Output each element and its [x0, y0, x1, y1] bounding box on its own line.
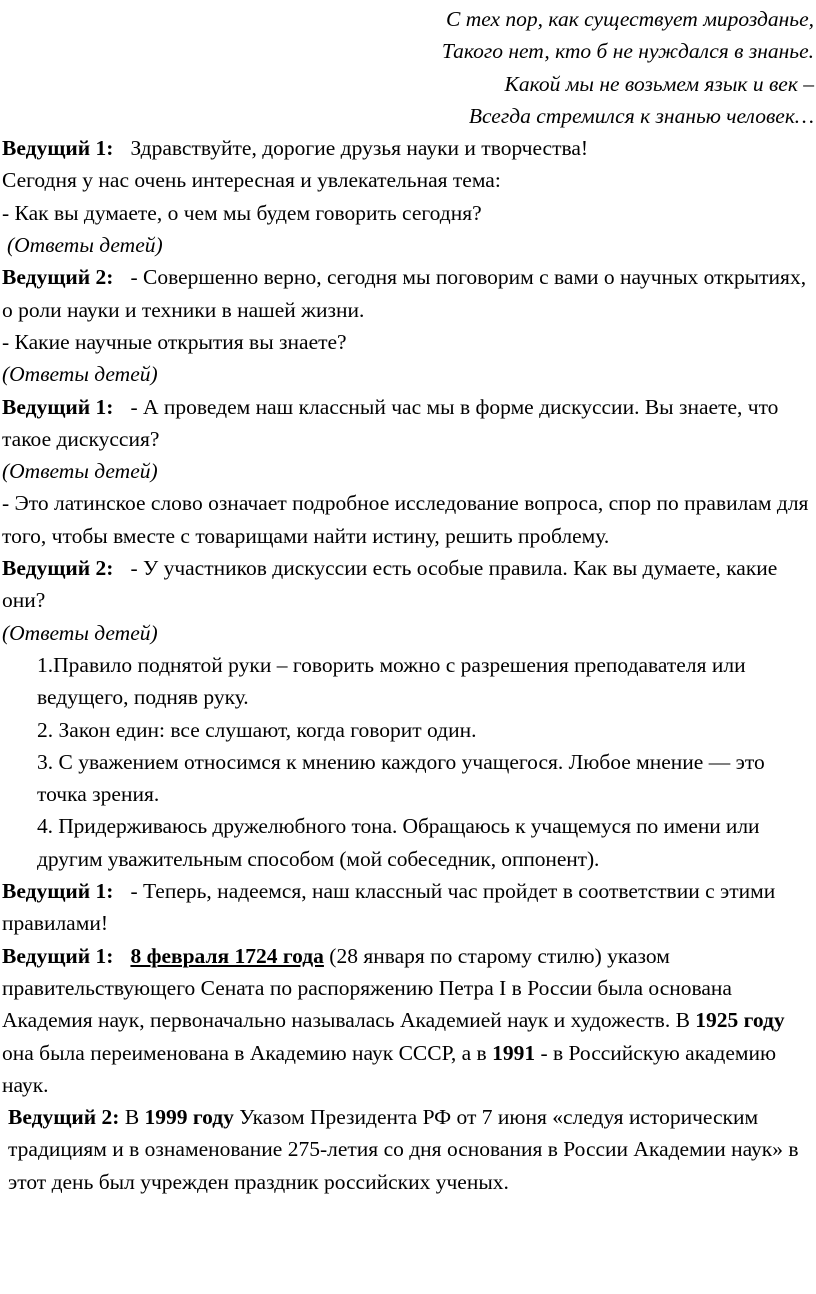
speaker-label: Ведущий 1: [2, 879, 114, 904]
speaker-label: Ведущий 2: [8, 1105, 120, 1130]
rule-item: 4. Придерживаюсь дружелюбного тона. Обращаюсь к учащемуся по имени или другим уважительным способом (мой собеседник, оппонент). [37, 814, 760, 871]
paragraph-text: - в Российскую академию наук. [2, 1040, 777, 1097]
rule-item: 2. Закон един: все слушают, когда говорит один. [37, 717, 477, 742]
paragraph [0, 552, 816, 617]
paragraph-text: - У участников дискуссии есть особые правила. Как вы думаете, какие они? [2, 556, 778, 613]
epigraph-line: С тех пор, как существует мирозданье, [446, 7, 814, 31]
answers-note: (Ответы детей) [2, 362, 158, 387]
epigraph-line: Такого нет, кто б не нуждался в знанье. [441, 39, 814, 64]
epigraph-line: Всегда стремился к знанью человек… [468, 103, 814, 128]
paragraph [0, 940, 816, 1101]
paragraph: - Какие научные открытия вы знаете? [2, 329, 347, 354]
paragraph-text: - Теперь, надеемся, наш классный час пройдет в соответствии с этими правилами! [2, 879, 776, 936]
year-highlight: 1999 году [144, 1105, 234, 1130]
answers-note: (Ответы детей) [7, 233, 163, 258]
speaker-label: Ведущий 1: [2, 136, 114, 161]
paragraph-text: Указом Президента РФ от 7 июня «следуя историческим традициям и в ознаменование 275-летия со дня основания в России Академии наук» в этот день был учрежден праздник российских ученых. [8, 1105, 799, 1194]
answers-note: (Ответы детей) [2, 620, 158, 645]
paragraph [0, 261, 816, 326]
year-highlight: 1991 [492, 1040, 536, 1065]
speaker-label: Ведущий 1: [2, 943, 114, 968]
paragraph-text: (28 января по старому стилю) указом правительствующего Сената по распоряжению Петра I в России была основана Академия наук, первоначально называлась Академией наук и художеств. В [2, 943, 732, 1033]
paragraph [0, 132, 816, 164]
rule-item: 1.Правило поднятой руки – говорить можно с разрешения преподавателя или ведущего, подняв руку. [37, 652, 746, 710]
paragraph [0, 391, 816, 456]
paragraph-text: В [119, 1105, 145, 1130]
year-highlight: 1925 году [695, 1008, 785, 1033]
speaker-label: Ведущий 2: [2, 556, 114, 581]
paragraph-text: она была переименована в Академию наук СССР, а в [2, 1040, 493, 1065]
answers-note: (Ответы детей) [2, 459, 158, 484]
epigraph-line: Какой мы не возьмем язык и век – [504, 71, 814, 96]
rules-list [0, 649, 816, 875]
paragraph-text: - А проведем наш классный час мы в форме дискуссии. Вы знаете, что такое дискуссия? [2, 394, 779, 451]
speaker-label: Ведущий 2: [2, 265, 114, 290]
paragraph-text: Здравствуйте, дорогие друзья науки и творчества! [130, 136, 589, 161]
rule-item: 3. С уважением относимся к мнению каждого учащегося. Любое мнение — это точка зрения. [37, 749, 765, 807]
paragraph: - Как вы думаете, о чем мы будем говорить сегодня? [2, 200, 482, 225]
date-highlight: 8 февраля 1724 года [130, 943, 324, 968]
paragraph-text: - Совершенно верно, сегодня мы поговорим с вами о научных открытиях, о роли науки и техники в нашей жизни. [2, 265, 807, 322]
paragraph [0, 1101, 816, 1198]
paragraph: - Это латинское слово означает подробное исследование вопроса, спор по правилам для того, чтобы вместе с товарищами найти истину, решить проблему. [2, 491, 809, 548]
paragraph [0, 875, 816, 940]
paragraph: Сегодня у нас очень интересная и увлекательная тема: [2, 168, 501, 193]
epigraph [0, 0, 816, 132]
speaker-label: Ведущий 1: [2, 394, 114, 419]
